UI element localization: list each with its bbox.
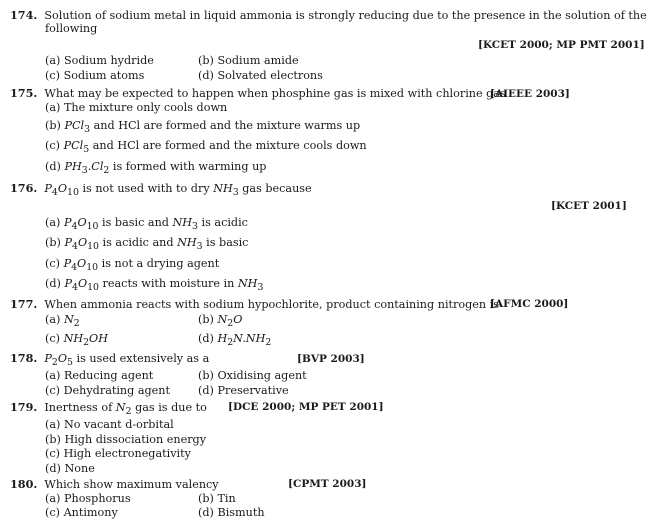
q175: [10, 86, 506, 101]
q174-text-line2: following: [45, 22, 98, 35]
q175-option-d: (d) $PH_3.Cl_2$ is formed with warming up: [45, 160, 267, 177]
q175-option-a: (a) The mixture only cools down: [45, 101, 228, 114]
q174: [10, 8, 647, 23]
q177-option-c: (c) $NH_2OH$: [45, 332, 108, 349]
question-number: 176.: [10, 181, 38, 195]
question-text: When ammonia reacts with sodium hypochlorite, product containing nitrogen is: [44, 298, 499, 311]
q174-option-d: (d) Solvated electrons: [198, 69, 323, 82]
question-number: 174.: [10, 8, 38, 22]
q180-source: [CPMT 2003]: [288, 478, 367, 490]
question-text: is used extensively as a: [76, 352, 210, 365]
q177-option-d: (d) $H_2N.NH_2$: [198, 332, 272, 349]
question-text: Solution of sodium metal in liquid ammonia is strongly reducing due to the presence in the solution of the: [44, 9, 647, 22]
q176-option-c: (c) $P_4O_{10}$ is not a drying agent: [45, 257, 220, 274]
question-text: What may be expected to happen when phosphine gas is mixed with chlorine gas: [44, 87, 506, 100]
q177-option-b: (b) $N_2O$: [198, 313, 243, 330]
question-number: 180.: [10, 477, 38, 491]
q180-option-a: (a) Phosphorus: [45, 492, 131, 505]
q174-option-b: (b) Sodium amide: [198, 54, 299, 67]
q179-option-a: (a) No vacant d-orbital: [45, 418, 174, 431]
q178: 178. $P_2O_5$ is used extensively as a: [10, 351, 210, 369]
q178-option-a: (a) Reducing agent: [45, 369, 154, 382]
q179-option-b: (b) High dissociation energy: [45, 433, 207, 446]
q178-option-d: (d) Preservative: [198, 384, 289, 397]
q175-option-b: (b) PCl$_3$ and HCl are formed and the mixture warms up: [45, 119, 361, 136]
question-number: 179.: [10, 400, 38, 414]
q180-option-b: (b) Tin: [198, 492, 236, 505]
q180-option-d: (d) Bismuth: [198, 506, 265, 519]
q177-option-a: (a) $N_2$: [45, 313, 80, 330]
question-number: 178.: [10, 351, 38, 365]
q177: [10, 297, 499, 312]
question-text: Inertness of: [44, 401, 113, 414]
q179-option-c: (c) High electronegativity: [45, 447, 191, 460]
question-text: is not used with to dry: [82, 182, 210, 195]
q176-source: [KCET 2001]: [551, 200, 627, 212]
q180: [10, 477, 219, 492]
q175-option-c: (c) PCl$_5$ and HCl are formed and the mixture cools down: [45, 139, 367, 156]
q179-source: [DCE 2000; MP PET 2001]: [228, 401, 384, 413]
question-text: Which show maximum valency: [44, 478, 219, 491]
q177-source: [AFMC 2000]: [490, 298, 569, 310]
q180-option-c: (c) Antimony: [45, 506, 118, 519]
q174-source: [KCET 2000; MP PMT 2001]: [478, 39, 645, 51]
q178-option-c: (c) Dehydrating agent: [45, 384, 171, 397]
q176-option-b: (b) $P_4O_{10}$ is acidic and $NH_3$ is basic: [45, 236, 249, 253]
q175-source: [AIEEE 2003]: [490, 88, 570, 100]
q176: 176. $P_4O_{10}$ is not used with to dry $NH_3$ gas because: [10, 181, 312, 199]
q174-option-a: (a) Sodium hydride: [45, 54, 154, 67]
question-number: 175.: [10, 86, 38, 100]
q178-option-b: (b) Oxidising agent: [198, 369, 307, 382]
q178-source: [BVP 2003]: [297, 353, 365, 365]
q176-option-a: (a) $P_4O_{10}$ is basic and $NH_3$ is acidic: [45, 216, 248, 233]
q174-option-c: (c) Sodium atoms: [45, 69, 145, 82]
q179-option-d: (d) None: [45, 462, 95, 475]
q176-option-d: (d) $P_4O_{10}$ reacts with moisture in $NH_3$: [45, 277, 264, 294]
question-number: 177.: [10, 297, 38, 311]
q179: 179. Inertness of $N_2$ gas is due to: [10, 400, 207, 418]
